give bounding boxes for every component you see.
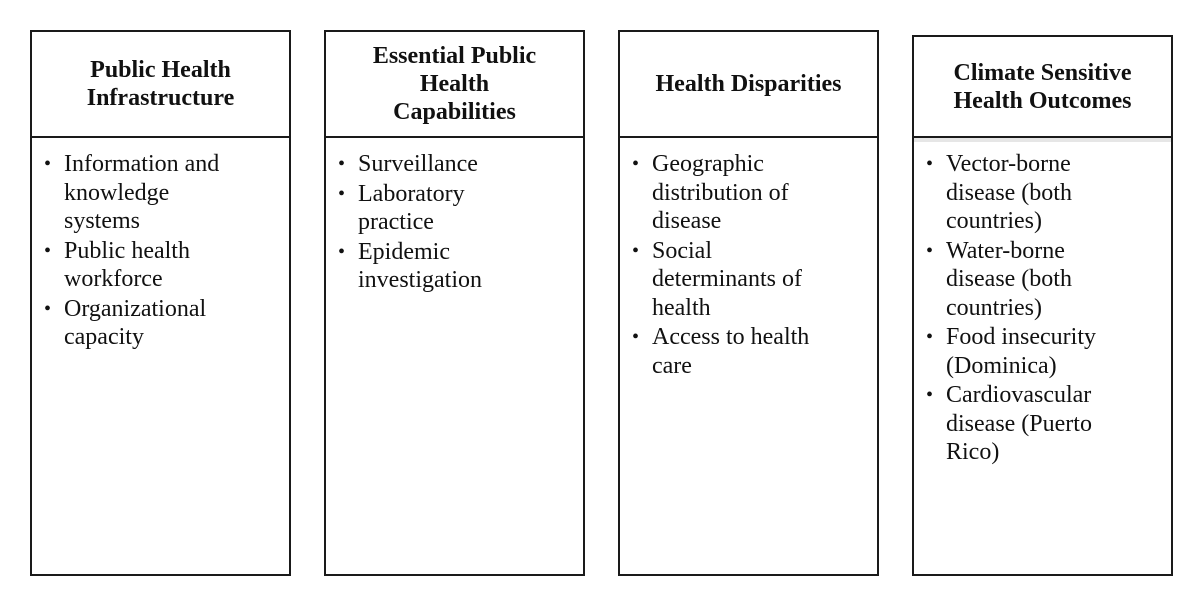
list-item: • Public health workforce <box>44 237 190 292</box>
list-item: • Access to health care <box>632 324 810 379</box>
list-item: • Geographic distribution of disease <box>632 151 789 234</box>
column-body <box>326 138 583 574</box>
list-item: • Vector-borne disease (both countries) <box>926 151 1072 234</box>
bullet-icon: • <box>632 153 640 175</box>
list-item: • Cardiovascular disease (Puerto Rico) <box>926 382 1092 465</box>
list-item: • Epidemic investigation <box>338 238 482 293</box>
bullet-list <box>924 150 1109 467</box>
bullet-icon: • <box>338 153 346 175</box>
list-item: • Surveillance <box>338 151 478 177</box>
bullet-icon: • <box>926 239 934 262</box>
column-header <box>620 32 877 138</box>
list-item: • Social determinants of health <box>632 237 802 321</box>
bullet-icon: • <box>44 297 52 320</box>
bullet-list <box>630 150 835 380</box>
column-header <box>914 37 1171 138</box>
list-item: • Organizational capacity <box>44 295 207 350</box>
column-title: Public Health Infrastructure <box>86 57 235 111</box>
bullet-icon: • <box>44 239 52 262</box>
bullet-icon: • <box>338 240 346 263</box>
column-health-disparities <box>618 30 879 576</box>
list-item: • Information and knowledge systems <box>44 151 220 234</box>
column-body <box>914 138 1171 574</box>
bullet-icon: • <box>632 239 640 262</box>
bullet-list <box>336 150 521 295</box>
list-item: • Food insecurity (Dominica) <box>926 324 1096 379</box>
list-item: • Laboratory practice <box>338 180 465 235</box>
column-header <box>32 32 289 138</box>
column-essential-public-health-capabilities <box>324 30 585 576</box>
bullet-icon: • <box>632 326 640 348</box>
column-title: Health Disparities <box>655 71 842 97</box>
bullet-icon: • <box>926 384 934 406</box>
bullet-icon: • <box>44 153 52 175</box>
column-body <box>620 138 877 574</box>
column-climate-sensitive-health-outcomes <box>912 35 1173 576</box>
bullet-icon: • <box>338 182 346 205</box>
column-title: Essential Public Health Capabilities <box>372 43 537 125</box>
bullet-list <box>42 150 242 352</box>
column-header <box>326 32 583 138</box>
bullet-icon: • <box>926 153 934 175</box>
column-public-health-infrastructure <box>30 30 291 576</box>
column-title: Climate Sensitive Health Outcomes <box>953 59 1132 114</box>
bullet-icon: • <box>926 326 934 348</box>
list-item: • Water-borne disease (both countries) <box>926 237 1072 321</box>
column-body <box>32 138 289 574</box>
